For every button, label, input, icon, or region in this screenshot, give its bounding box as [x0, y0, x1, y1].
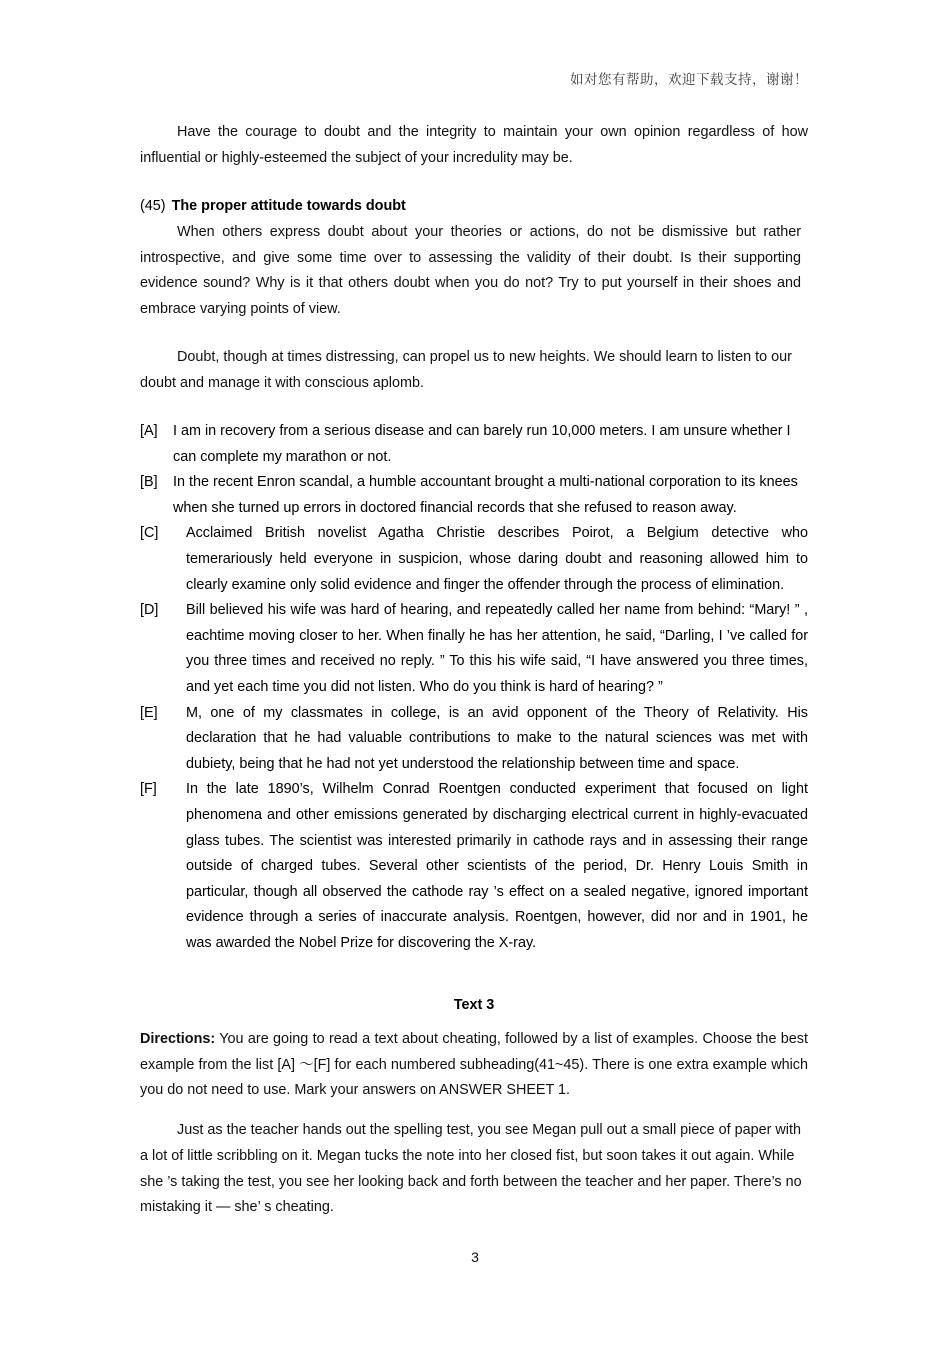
list-item — [140, 598, 808, 700]
list-item-text: Bill believed his wife was hard of hearing, and repeatedly called her name from behind: “Mary! ” , eachtime moving closer to her. When finally he has her attention, he said, “Darling, I ’ve called for you three times and received no reply. ” To this his wife said, “I have answered you three times, and yet each time you did not listen. Who do you think is hard of hearing? ” — [186, 602, 808, 695]
list-item-tag: [C] — [140, 525, 159, 542]
subheading-block — [140, 194, 808, 323]
list-item-tag: [F] — [140, 781, 157, 798]
text3-heading: Text 3 — [453, 997, 495, 1013]
list-item-tag: [E] — [140, 704, 158, 721]
subheading-line — [140, 194, 808, 220]
list-item-tag: [D] — [140, 602, 159, 619]
closing-paragraph: Doubt, though at times distressing, can propel us to new heights. We should learn to listen to our doubt and manage it with conscious aplomb. — [140, 349, 792, 391]
directions-label: Directions: — [140, 1030, 216, 1047]
closing-paragraph-block — [140, 345, 808, 397]
page-number: 3 — [471, 1249, 479, 1265]
list-item — [140, 777, 808, 956]
intro-paragraph: Have the courage to doubt and the integrity to maintain your own opinion regardless of how influential or highly-esteemed the subject of your incredulity may be. — [140, 124, 808, 166]
list-item — [140, 470, 808, 521]
list-item — [140, 701, 808, 778]
list-item-text: M, one of my classmates in college, is an avid opponent of the Theory of Relativity. His declaration that he had valuable contributions to make to the natural sciences was met with dubiety, being that he had not yet understood the relationship between time and space. — [186, 704, 808, 772]
subheading-paragraph: When others express doubt about your theories or actions, do not be dismissive but rather introspective, and give some time over to assessing the validity of their doubt. Is their supporting evidence sound? Why is it that others doubt when you do not? Try to put yourself in their shoes and embrace varying points of view. — [140, 223, 801, 318]
directions-paragraph — [140, 1027, 808, 1104]
list-item-tag: [A] — [140, 423, 158, 439]
list-item-tag: [B] — [140, 474, 158, 491]
passage-block — [140, 1118, 808, 1221]
list-item — [140, 521, 808, 598]
list-item-text: Acclaimed British novelist Agatha Christie describes Poirot, a Belgium detective who temerariously held everyone in suspicion, whose daring doubt and reasoning allowed him to clearly examine only solid evidence and finger the offender through the process of elimination. — [186, 525, 808, 593]
intro-paragraph-block — [140, 120, 808, 172]
examples-list — [140, 419, 808, 956]
list-item — [140, 419, 808, 470]
list-item-text: In the recent Enron scandal, a humble accountant brought a multi-national corporation to its knees when she turned up errors in doctored financial records that she refused to reason away. — [173, 474, 798, 516]
subheading-number: (45) — [140, 198, 166, 214]
chinese-banner-text: 如对您有帮助，欢迎下载支持，谢谢！ — [570, 72, 808, 87]
passage-paragraph: Just as the teacher hands out the spelling test, you see Megan pull out a small piece of paper with a lot of little scribbling on it. Megan tucks the note into her closed fist, but soon takes it out again. While she ’s taking the test, you see her looking back and forth between the teacher and her paper. There’s no mistaking it — she’ s cheating. — [140, 1122, 802, 1216]
list-item-text: I am in recovery from a serious disease and can barely run 10,000 meters. I am unsure whether I can complete my marathon or not. — [173, 423, 791, 465]
directions-text: You are going to read a text about cheating, followed by a list of examples. Choose the best example from the list [A] ～[F] for each numbered subheading(41~45). There is one extra example which you do not need to use. Mark your answers on ANSWER SHEET 1. — [140, 1030, 808, 1099]
subheading-title: The proper attitude towards doubt — [171, 198, 406, 214]
text3-block — [140, 993, 808, 1104]
list-item-text: In the late 1890’s, Wilhelm Conrad Roentgen conducted experiment that focused on light phenomena and other emissions generated by discharging electrical current in highly-evacuated glass tubes. The scientist was interested primarily in cathode rays and in assessing their range outside of charged tubes. Several other scientists of the period, Dr. Henry Louis Smith in particular, though all observed the cathode ray ’s effect on a sealed negative, ignored important evidence through a series of inaccurate analysis. Roentgen, however, did nor and in 1901, he was awarded the Nobel Prize for discovering the X-ray. — [186, 781, 808, 951]
